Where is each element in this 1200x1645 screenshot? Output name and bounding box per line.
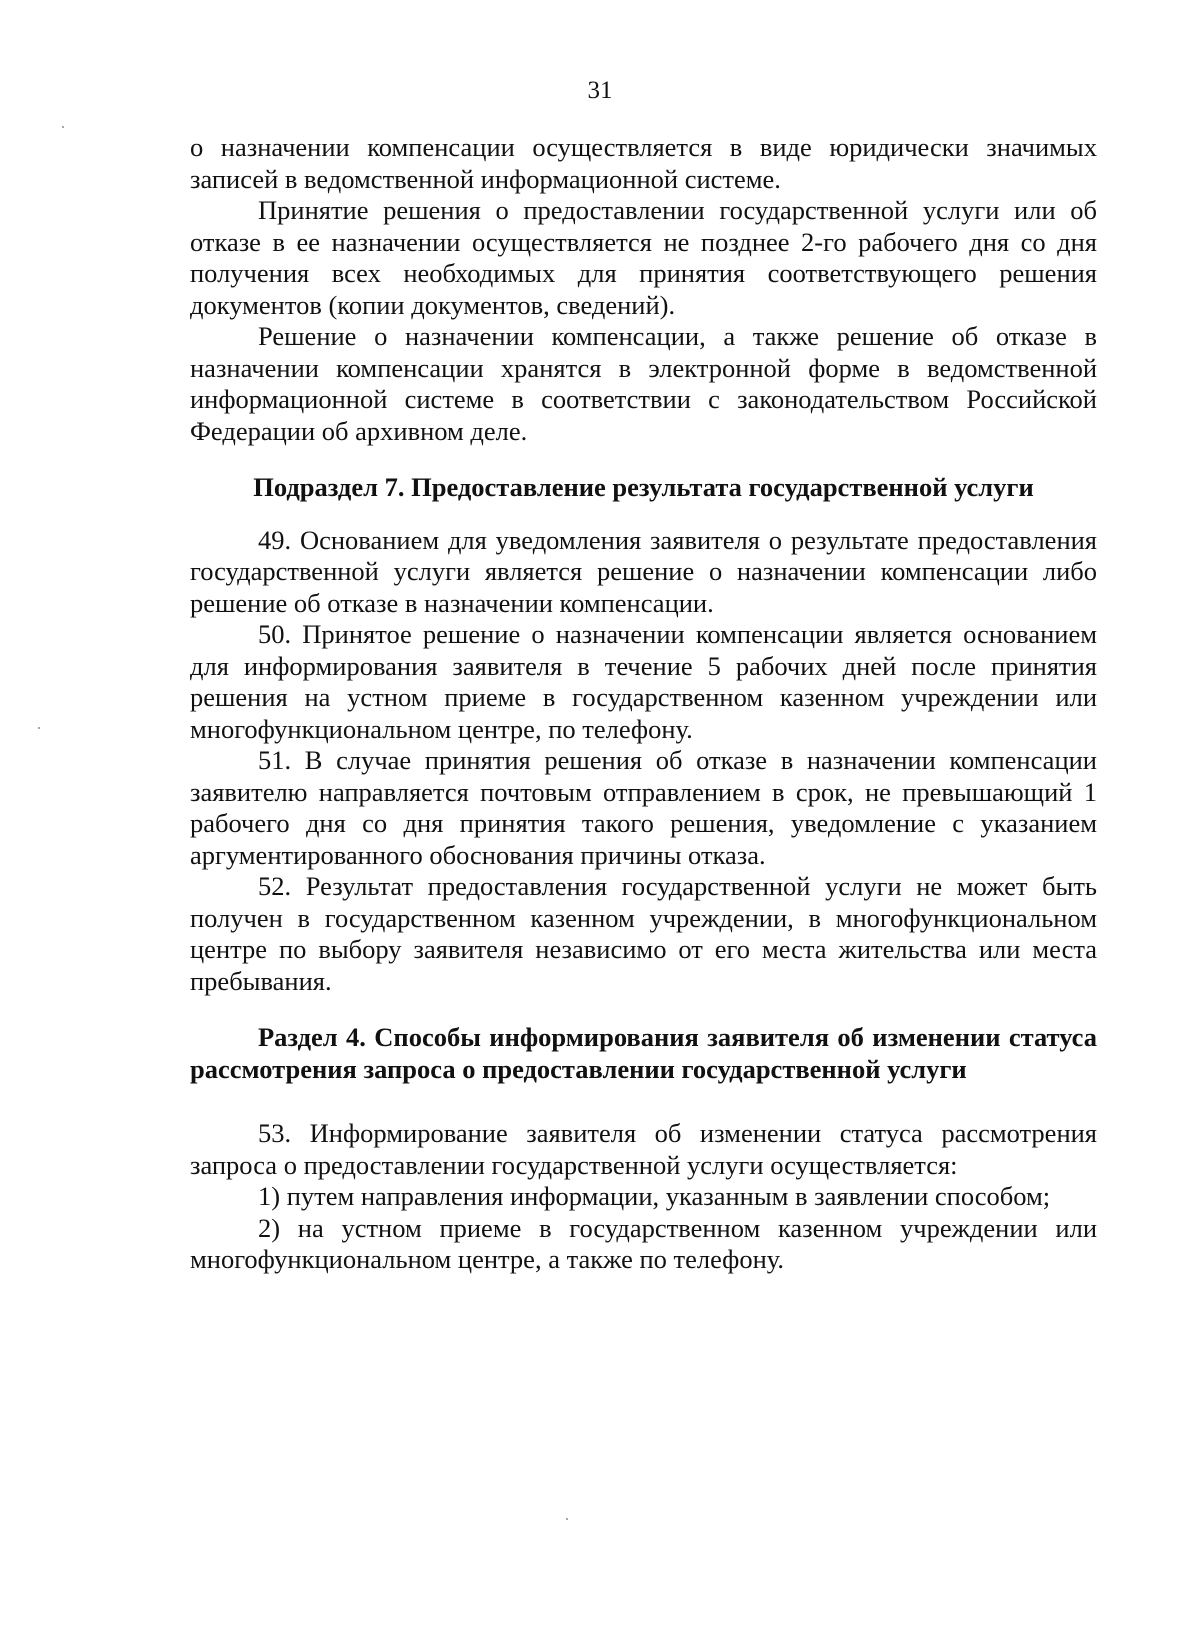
paragraph-decision-storage: Решение о назначении компенсации, а также решение об отказе в назначении компенсации хранятся в электронной форме в ведомственной информационной системе в соответствии с законодательством Российской Федерации об архивном деле.	[190, 321, 1097, 446]
scan-speck	[62, 126, 64, 128]
paragraph-51: 51. В случае принятия решения об отказе в назначении компенсации заявителю направляется почтовым отправлением в срок, не превышающий 1 рабочего дня со дня принятия такого решения, уведомление с указанием аргументированного обоснования причины отказа.	[190, 745, 1097, 870]
paragraph-49: 49. Основанием для уведомления заявителя о результате предоставления государственной услуги является решение о назначении компенсации либо решение об отказе в назначении компенсации.	[190, 524, 1097, 618]
document-body	[190, 132, 1097, 1276]
paragraph-52: 52. Результат предоставления государственной услуги не может быть получен в государственном казенном учреждении, в многофункциональном центре по выбору заявителя независимо от его места жительства или места пребывания.	[190, 871, 1097, 996]
list-item-1: 1) путем направления информации, указанным в заявлении способом;	[258, 1181, 1051, 1211]
paragraph-decision-deadline: Принятие решения о предоставлении государственной услуги или об отказе в ее назначении осуществляется не позднее 2-го рабочего дня со дня получения всех необходимых для принятия соответствующего решения документов (копии документов, сведений).	[190, 195, 1097, 320]
scan-speck	[38, 727, 40, 729]
page-number: 31	[587, 77, 613, 104]
section-heading: Раздел 4. Способы информирования заявителя об изменении статуса рассмотрения запроса о предоставлении государственной услуги	[190, 1022, 1097, 1084]
paragraph-53: 53. Информирование заявителя об изменении статуса рассмотрения запроса о предоставлении государственной услуги осуществляется:	[190, 1118, 1097, 1180]
paragraph-50: 50. Принятое решение о назначении компенсации является основанием для информирования заявителя в течение 5 рабочих дней после принятия решения на устном приеме в государственном казенном учреждении или многофункциональном центре, по телефону.	[190, 619, 1097, 744]
paragraph-continuation: о назначении компенсации осуществляется в виде юридически значимых записей в ведомственной информационной системе.	[190, 132, 1097, 194]
subsection-heading: Подраздел 7. Предоставление результата государственной услуги	[253, 472, 1034, 502]
scan-speck	[566, 1518, 568, 1520]
list-item-2: 2) на устном приеме в государственном казенном учреждении или многофункциональном центре, а также по телефону.	[190, 1212, 1097, 1274]
